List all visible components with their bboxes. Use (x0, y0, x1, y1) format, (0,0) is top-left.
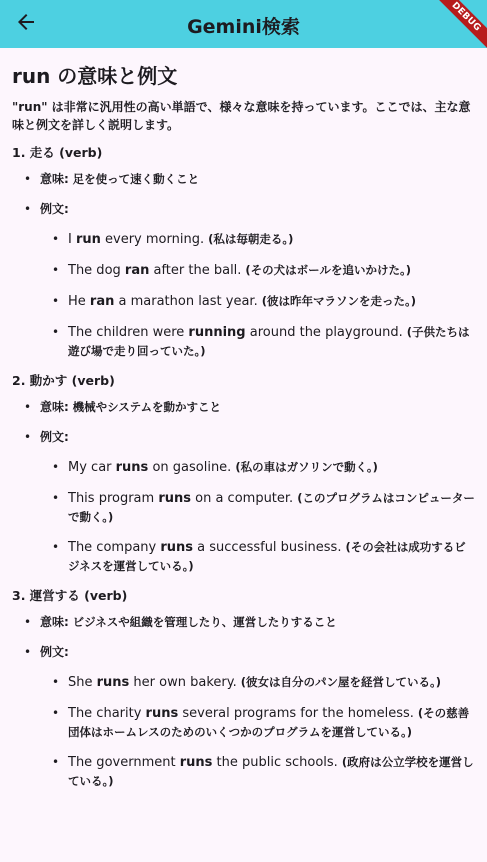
example-item (12, 458, 475, 477)
example-item (12, 230, 475, 249)
meaning-item (12, 398, 475, 416)
example-keyword: run (75, 232, 101, 247)
examples-label: 例文: (40, 645, 69, 659)
example-text: The government (68, 755, 180, 770)
example-item (12, 704, 475, 741)
example-translation: (子供たちは遊び場で走り回っていた。) (68, 325, 470, 358)
example-keyword: runs (179, 755, 213, 770)
bullet: • (52, 460, 60, 474)
examples-label-item (12, 200, 475, 218)
bullet: • (24, 202, 32, 216)
example-translation: (彼は昨年マラソンを走った。) (257, 294, 416, 308)
bullet: • (52, 325, 60, 339)
example-text: She (68, 675, 97, 690)
section-title: 1. 走る (verb) (12, 145, 103, 160)
example-text: several programs for the homeless. (178, 706, 414, 721)
example-text: a marathon last year. (114, 294, 258, 309)
example-item (12, 292, 475, 311)
example-keyword: running (188, 325, 246, 340)
meaning-item (12, 613, 475, 631)
examples-label-item (12, 428, 475, 446)
bullet: • (24, 645, 32, 659)
example-text: on a computer. (191, 491, 294, 506)
example-text: My car (68, 460, 116, 475)
example-keyword: runs (160, 540, 194, 555)
example-keyword: runs (145, 706, 179, 721)
example-text: the public schools. (212, 755, 338, 770)
example-translation: (政府は公立学校を運営している。) (68, 755, 474, 788)
example-keyword: runs (96, 675, 130, 690)
bullet: • (52, 263, 60, 277)
example-text: every morning. (100, 232, 205, 247)
section-2 (12, 372, 475, 575)
example-translation: (私は毎朝走る。) (204, 232, 294, 246)
example-item (12, 323, 475, 360)
bullet: • (52, 491, 60, 505)
page-title: Gemini検索 (187, 16, 300, 38)
bullet: • (52, 675, 60, 689)
meaning-text: ビジネスや組織を管理したり、運営したりすること (72, 615, 337, 629)
meaning-label: 意味: (40, 615, 69, 629)
example-item (12, 489, 475, 526)
example-text: This program (68, 491, 159, 506)
article-heading: run の意味と例文 (12, 64, 178, 88)
example-translation: (その会社は成功するビジネスを運営している。) (68, 540, 466, 573)
example-item (12, 261, 475, 280)
example-text: I (68, 232, 76, 247)
example-translation: (その犬はボールを追いかけた。) (241, 263, 411, 277)
examples-label-item (12, 643, 475, 661)
example-text: The dog (68, 263, 125, 278)
meaning-item (12, 170, 475, 188)
example-item (12, 753, 475, 790)
meaning-text: 機械やシステムを動かすこと (72, 400, 221, 414)
bullet: • (52, 294, 60, 308)
bullet: • (52, 232, 60, 246)
bullet: • (52, 540, 60, 554)
bullet: • (52, 706, 60, 720)
example-text: after the ball. (149, 263, 242, 278)
bullet: • (24, 615, 32, 629)
meaning-label: 意味: (40, 172, 69, 186)
example-keyword: runs (115, 460, 149, 475)
app-bar (0, 0, 487, 48)
example-keyword: ran (124, 263, 150, 278)
examples-label: 例文: (40, 430, 69, 444)
example-text: her own bakery. (129, 675, 237, 690)
example-translation: (その慈善団体はホームレスのためのいくつかのプログラムを運営している。) (68, 706, 470, 739)
example-keyword: runs (158, 491, 191, 506)
meaning-label: 意味: (40, 400, 69, 414)
example-text: The charity (68, 706, 146, 721)
example-translation: (このプログラムはコンピューターで動く。) (68, 491, 475, 524)
examples-label: 例文: (40, 202, 69, 216)
example-text: He (68, 294, 90, 309)
section-title: 3. 運営する (verb) (12, 588, 128, 603)
example-keyword: ran (89, 294, 115, 309)
example-translation: (私の車はガソリンで動く。) (231, 460, 378, 474)
section-1 (12, 144, 475, 360)
example-text: on gasoline. (148, 460, 232, 475)
bullet: • (24, 430, 32, 444)
example-item (12, 538, 475, 575)
example-text: a successful business. (193, 540, 342, 555)
section-3 (12, 587, 475, 790)
example-text: The children were (68, 325, 189, 340)
example-text: around the playground. (245, 325, 403, 340)
section-title: 2. 動かす (verb) (12, 373, 115, 388)
intro-text: "run" は非常に汎用性の高い単語で、様々な意味を持っています。ここでは、主な意味と例文を詳しく説明します。 (12, 100, 471, 132)
bullet: • (24, 400, 32, 414)
article (12, 62, 475, 802)
bullet: • (52, 755, 60, 769)
bullet: • (24, 172, 32, 186)
meaning-text: 足を使って速く動くこと (72, 172, 200, 186)
example-text: The company (68, 540, 161, 555)
example-translation: (彼女は自分のパン屋を経営している。) (236, 675, 441, 689)
example-item (12, 673, 475, 692)
debug-banner: DEBUG (431, 0, 487, 48)
